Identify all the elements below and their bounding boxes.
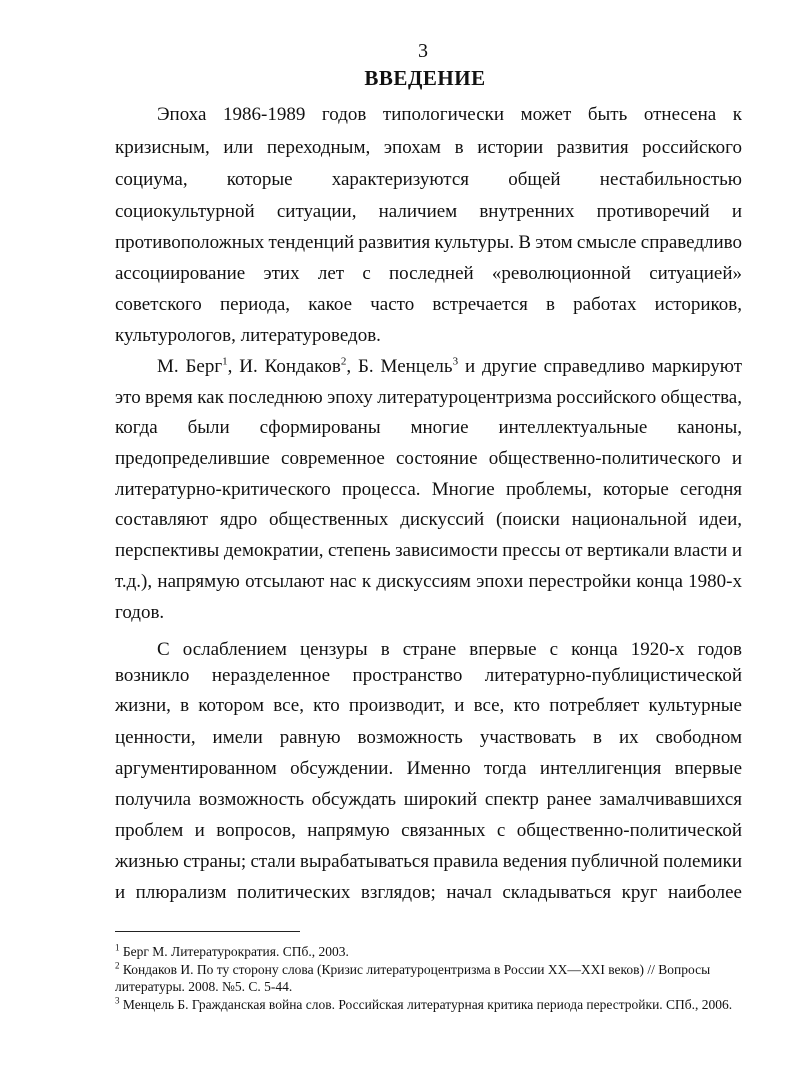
- footnote-ref[interactable]: 1: [222, 355, 228, 368]
- footnote-divider: [115, 931, 300, 932]
- text-line: кризисным, или переходным, эпохам в истории развития российского: [115, 137, 742, 158]
- footnote-text: Берг М. Литературократия. СПб., 2003.: [119, 944, 349, 959]
- text-line: предопределившие современное состояние общественно-политического и: [115, 448, 742, 469]
- text-line: ассоциирование этих лет с последней «революционной ситуацией»: [115, 263, 742, 284]
- footnote-ref[interactable]: 3: [452, 355, 459, 368]
- text-line: литературно-критического процесса. Многие проблемы, которые сегодня: [115, 479, 742, 500]
- text-line: и плюрализм политических взглядов; начал складываться круг наиболее: [115, 882, 742, 903]
- text-line: перспективы демократии, степень зависимости прессы от вертикали власти и: [115, 540, 742, 561]
- text-line: жизни, в котором все, кто производит, и все, кто потребляет культурные: [115, 695, 742, 716]
- text-line: аргументированном обсуждении. Именно тогда интеллигенция впервые: [115, 758, 742, 779]
- footnote: [115, 943, 745, 960]
- footnote-text: Кондаков И. По ту сторону слова (Кризис литературоцентризма в России XX—XXI веков) // Вопросы литературы. 2008. №5. С. 5-44.: [115, 962, 711, 994]
- text-line: социума, которые характеризуются общей нестабильностью: [115, 169, 742, 190]
- text-line: т.д.), напрямую отсылают нас к дискуссиям эпохи перестройки конца 1980-х: [115, 571, 742, 592]
- footnote-text: Менцель Б. Гражданская война слов. Российская литературная критика периода перестройки. СПб., 2006.: [119, 997, 733, 1012]
- text-line: проблем и вопросов, напрямую связанных с общественно-политической: [115, 820, 742, 841]
- text-line: ценности, имели равную возможность участвовать в их свободном: [115, 727, 742, 748]
- text-line: жизнью страны; стали вырабатываться правила ведения публичной полемики: [115, 851, 743, 872]
- page-number: 3: [418, 40, 428, 62]
- text-line: годов.: [115, 602, 165, 623]
- footnote-mark: 1: [115, 942, 120, 953]
- text-line: когда были сформированы многие интеллектуальные каноны,: [115, 417, 742, 438]
- footnote-ref[interactable]: 2: [340, 355, 347, 368]
- text-line: Эпоха 1986-1989 годов типологически может быть отнесена к: [157, 104, 742, 125]
- text-line: получила возможность обсуждать широкий спектр ранее замалчивавшихся: [115, 789, 742, 810]
- text-line: советского периода, какое часто встречается в работах историков,: [115, 294, 742, 315]
- text-line: это время как последнюю эпоху литературоцентризма российского общества,: [115, 387, 742, 408]
- footnote: [115, 961, 745, 995]
- footnote-mark: 3: [115, 995, 120, 1006]
- text-line: социокультурной ситуации, наличием внутренних противоречий и: [115, 201, 742, 222]
- text-line: М. Берг$^1$, И. Кондаков$^2$, Б. Менцель$^3$ и другие справедливо маркируют: [157, 355, 743, 377]
- footnote: [115, 996, 745, 1013]
- text-line: культурологов, литературоведов.: [115, 325, 381, 346]
- footnote-mark: 2: [115, 960, 120, 971]
- text-line: С ослаблением цензуры в стране впервые с конца 1920-х годов: [157, 639, 742, 660]
- text-line: противоположных тенденций развития культуры. В этом смысле справедливо: [115, 232, 742, 253]
- text-line: составляют ядро общественных дискуссий (поиски национальной идеи,: [115, 509, 742, 530]
- text-line: возникло неразделенное пространство литературно-публицистической: [115, 665, 742, 686]
- section-title: ВВЕДЕНИЕ: [364, 66, 486, 90]
